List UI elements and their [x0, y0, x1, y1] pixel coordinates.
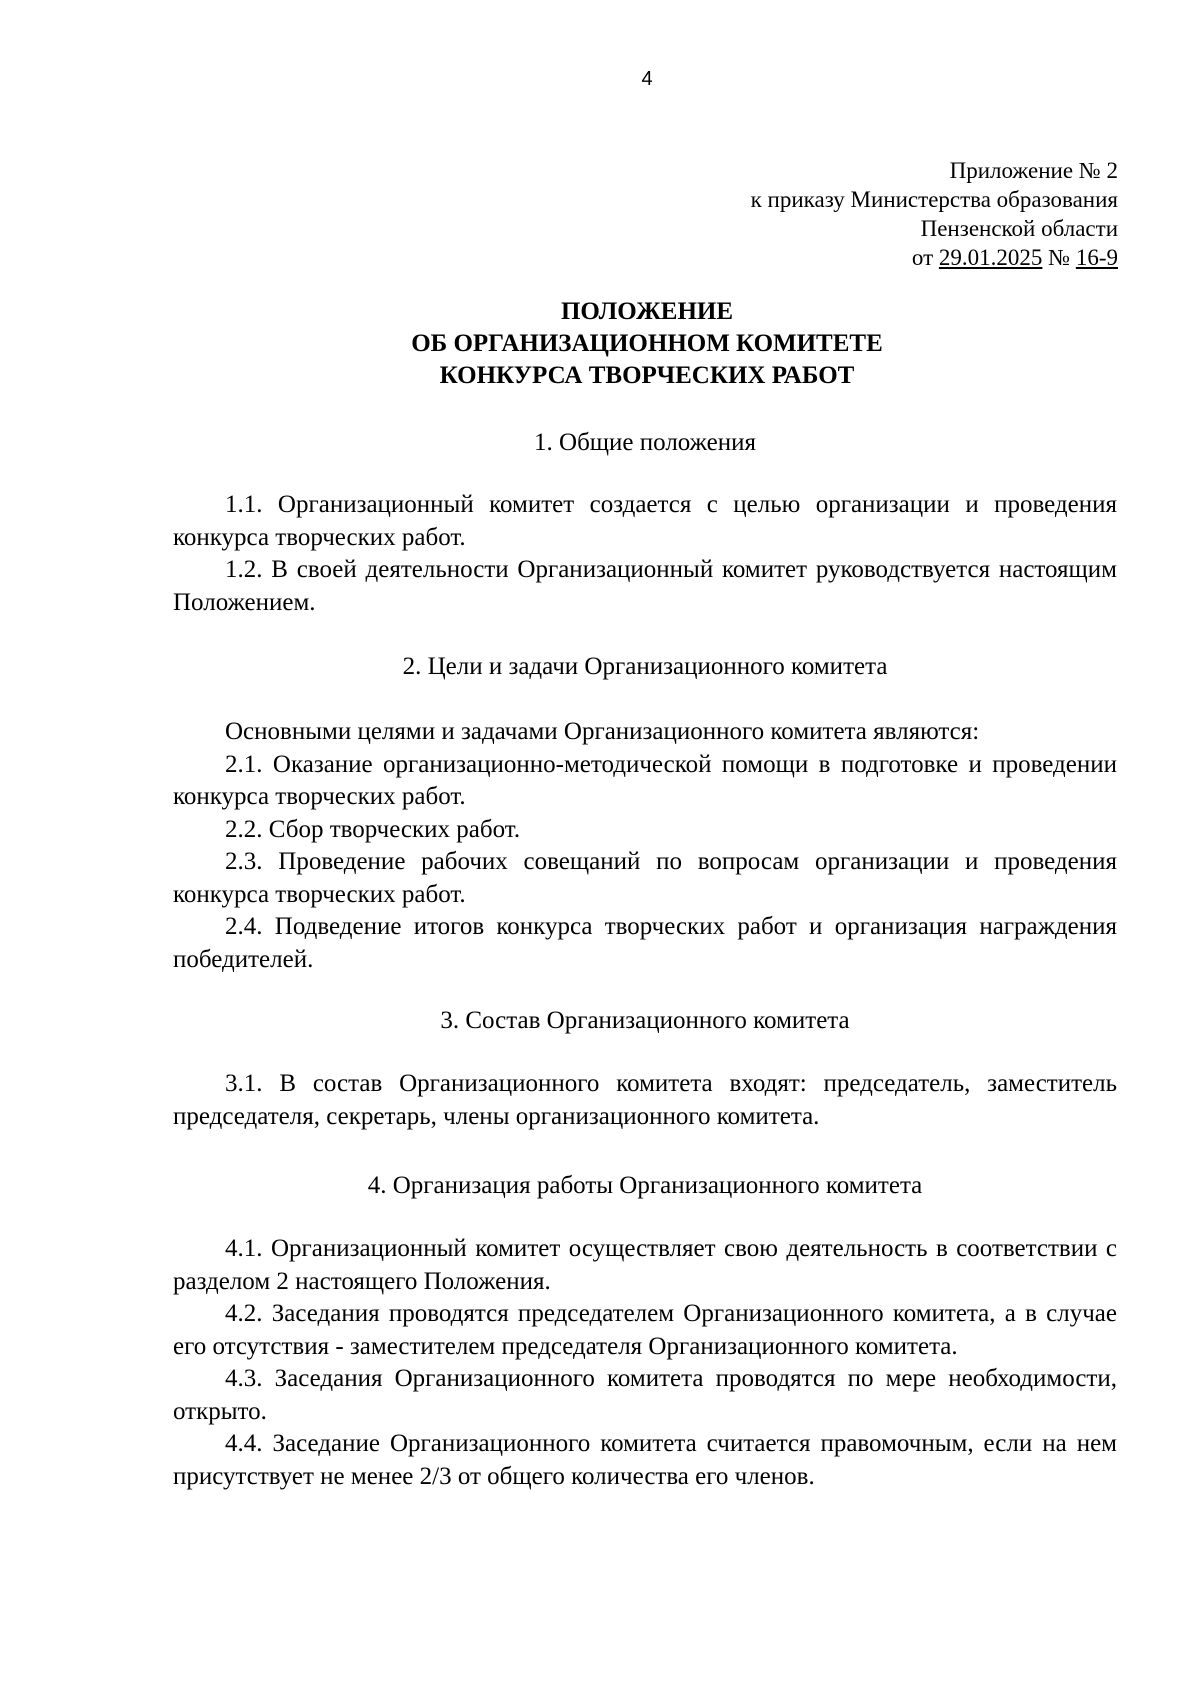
appendix-block [751, 156, 1118, 272]
paragraph-4-4: 4.4. Заседание Организационного комитета считается правомочным, если на нем присутствует не менее 2/3 от общего количества его членов. [173, 1430, 1117, 1490]
section-4-heading-wrap [173, 1170, 1117, 1203]
section-1-body [173, 489, 1117, 619]
date-prefix: от [911, 245, 939, 270]
section-3-heading: 3. Состав Организационного комитета [440, 1007, 850, 1034]
section-2-heading-wrap [173, 651, 1117, 684]
paragraph-3-1: 3.1. В состав Организационного комитета входят: председатель, заместитель председателя, секретарь, члены организационного комитета. [173, 1070, 1117, 1130]
section-2-intro: Основными целями и задачами Организационного комитета являются: [225, 718, 980, 745]
title-line-1: ПОЛОЖЕНИЕ [560, 298, 734, 325]
paragraph-2-1: 2.1. Оказание организационно-методической помощи в подготовке и проведении конкурса творческих работ. [173, 750, 1117, 810]
paragraph-4-2: 4.2. Заседания проводятся председателем Организационного комитета, а в случае его отсутствия - заместителем председателя Организационного комитета. [173, 1300, 1117, 1360]
appendix-line-3: Пензенской области [920, 216, 1118, 241]
appendix-line-1: Приложение № 2 [949, 158, 1118, 183]
section-3-heading-wrap [173, 1005, 1117, 1038]
section-1-heading: 1. Общие положения [534, 429, 756, 456]
title-line-2: ОБ ОРГАНИЗАЦИОННОМ КОМИТЕТЕ [411, 330, 883, 357]
paragraph-2-4: 2.4. Подведение итогов конкурса творческих работ и организация награждения победителей. [173, 913, 1117, 973]
section-4-heading: 4. Организация работы Организационного комитета [367, 1172, 923, 1199]
section-2-body [173, 716, 1117, 976]
section-1-heading-wrap [173, 427, 1117, 460]
order-number: 16-9 [1075, 245, 1118, 270]
page-number: 4 [641, 68, 653, 90]
section-2-heading: 2. Цели и задачи Организационного комитета [402, 653, 888, 680]
section-4-body [173, 1233, 1117, 1493]
paragraph-4-3: 4.3. Заседания Организационного комитета проводятся по мере необходимости, открыто. [173, 1365, 1117, 1425]
appendix-line-2: к приказу Министерства образования [750, 187, 1118, 212]
number-prefix: № [1042, 245, 1076, 270]
appendix-date-line [751, 243, 1118, 272]
paragraph-2-2: 2.2. Сбор творческих работ. [225, 815, 521, 843]
paragraph-4-1: 4.1. Организационный комитет осуществляет свою деятельность в соответствии с разделом 2 настоящего Положения. [173, 1235, 1117, 1295]
order-date: 29.01.2025 [938, 245, 1043, 270]
section-3-body [173, 1068, 1117, 1133]
paragraph-1-1: 1.1. Организационный комитет создается с целью организации и проведения конкурса творческих работ. [173, 491, 1117, 551]
paragraph-2-3: 2.3. Проведение рабочих совещаний по вопросам организации и проведения конкурса творческих работ. [173, 848, 1117, 908]
paragraph-1-2: 1.2. В своей деятельности Организационный комитет руководствуется настоящим Положением. [173, 556, 1117, 616]
title-line-3: КОНКУРСА ТВОРЧЕСКИХ РАБОТ [439, 362, 855, 389]
document-title [0, 296, 1200, 392]
